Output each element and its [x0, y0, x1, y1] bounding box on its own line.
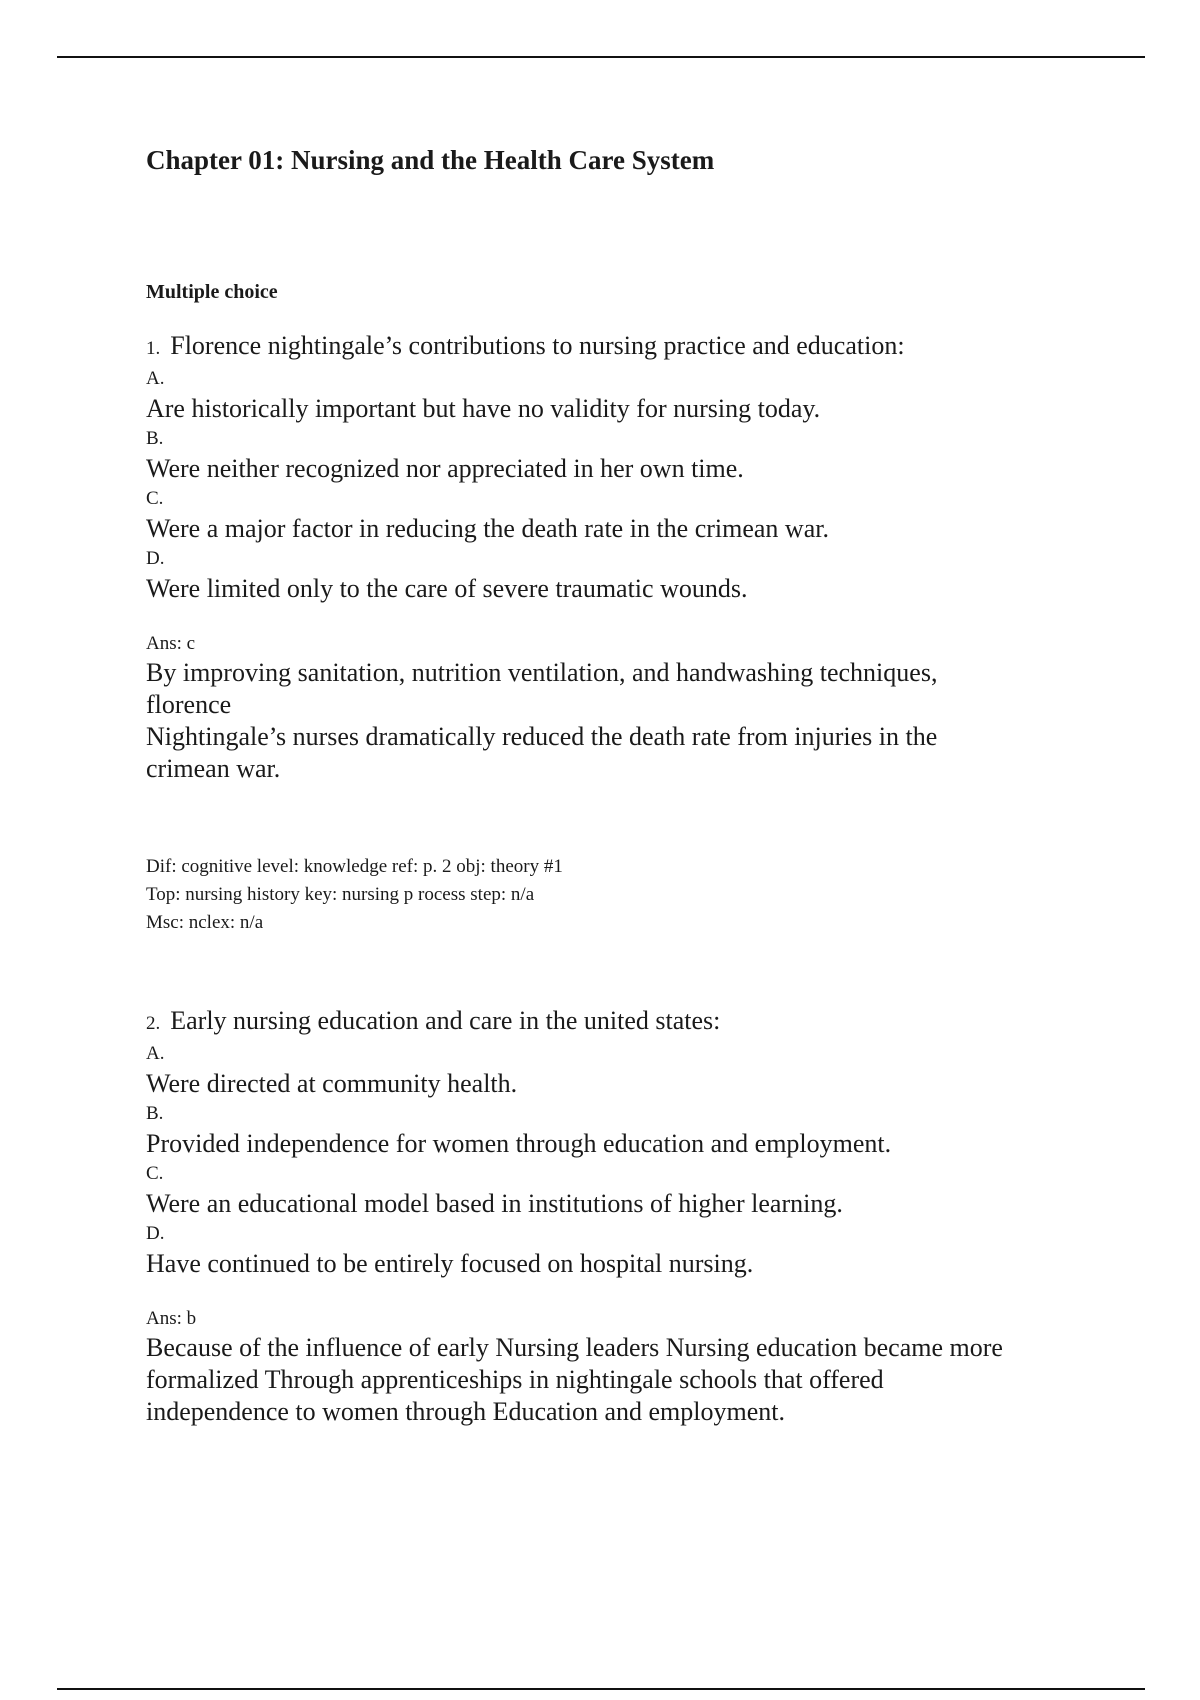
option-letter: B.: [146, 1103, 164, 1124]
question-text: Early nursing education and care in the united states:: [170, 1006, 721, 1035]
option-letter: A.: [146, 368, 165, 389]
rationale-line: formalized Through apprenticeships in nightingale schools that offered: [146, 1365, 884, 1394]
question-number: 1.: [146, 338, 161, 359]
option-letter: C.: [146, 1163, 164, 1184]
option-text: Were a major factor in reducing the death rate in the crimean war.: [146, 514, 829, 543]
rationale-line: Nightingale’s nurses dramatically reduced the death rate from injuries in the: [146, 722, 938, 751]
option-letter: D.: [146, 548, 165, 569]
option-text: Were limited only to the care of severe traumatic wounds.: [146, 574, 748, 603]
question-metadata: [146, 853, 1106, 937]
answer-label: Ans: b: [146, 1308, 197, 1329]
option-letter: A.: [146, 1043, 165, 1064]
rationale: [146, 1332, 1106, 1428]
rationale-line: florence: [146, 690, 232, 719]
option-text: Have continued to be entirely focused on hospital nursing.: [146, 1249, 754, 1278]
question-stem: [146, 330, 1106, 365]
option-letter: B.: [146, 428, 164, 449]
meta-line: Top: nursing history key: nursing p rocess step: n/a: [146, 884, 535, 905]
option-letter: D.: [146, 1223, 165, 1244]
option-text: Were neither recognized nor appreciated in her own time.: [146, 454, 744, 483]
answer-label: Ans: c: [146, 633, 196, 654]
chapter-title: Chapter 01: Nursing and the Health Care System: [146, 145, 715, 175]
meta-line: Msc: nclex: n/a: [146, 912, 264, 933]
rationale-line: independence to women through Education and employment.: [146, 1397, 785, 1426]
question-number: 2.: [146, 1013, 161, 1034]
top-rule: [57, 56, 1145, 58]
rationale-line: Because of the influence of early Nursing leaders Nursing education became more: [146, 1333, 1003, 1362]
section-title: Multiple choice: [146, 281, 278, 303]
bottom-rule: [57, 1688, 1145, 1690]
rationale-line: By improving sanitation, nutrition ventilation, and handwashing techniques,: [146, 658, 938, 687]
meta-line: Dif: cognitive level: knowledge ref: p. 2 obj: theory #1: [146, 856, 563, 877]
question-1: [146, 330, 1106, 937]
option-letter: C.: [146, 488, 164, 509]
question-2: [146, 1005, 1106, 1428]
question-stem: [146, 1005, 1106, 1040]
option-text: Were directed at community health.: [146, 1069, 518, 1098]
page-content: [146, 142, 1106, 1428]
question-text: Florence nightingale’s contributions to nursing practice and education:: [170, 331, 905, 360]
option-text: Provided independence for women through education and employment.: [146, 1129, 892, 1158]
option-text: Are historically important but have no validity for nursing today.: [146, 394, 821, 423]
rationale: [146, 657, 1106, 785]
rationale-line: crimean war.: [146, 754, 281, 783]
option-text: Were an educational model based in institutions of higher learning.: [146, 1189, 843, 1218]
